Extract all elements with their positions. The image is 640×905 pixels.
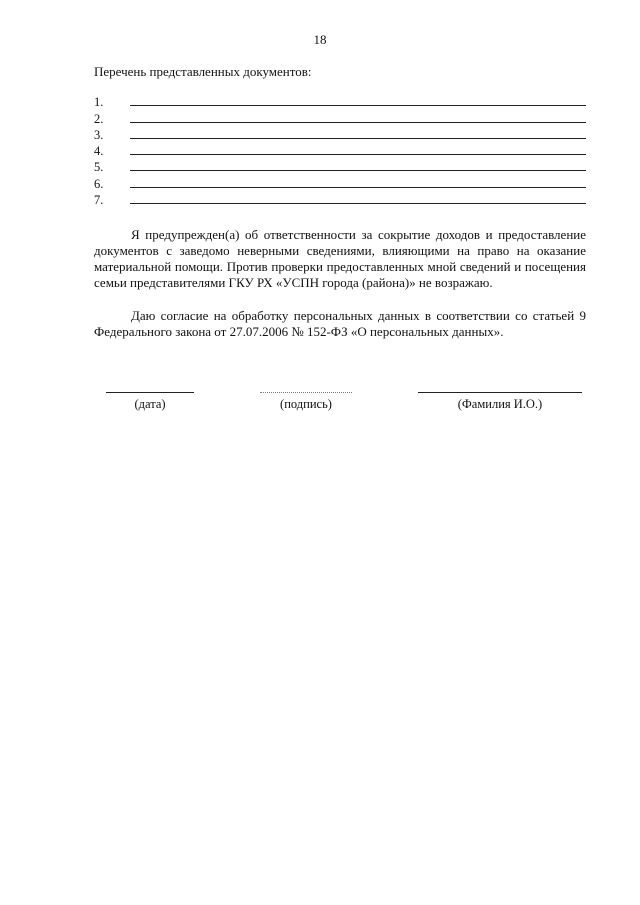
date-line xyxy=(106,392,194,393)
date-field xyxy=(106,392,194,411)
blank-line xyxy=(130,186,586,188)
documents-list-item xyxy=(94,126,586,142)
date-caption: (дата) xyxy=(134,397,166,411)
full-name-line xyxy=(418,392,582,393)
item-number: 7. xyxy=(94,193,104,208)
blank-line xyxy=(130,202,586,204)
signature-line xyxy=(260,392,352,393)
blank-line xyxy=(130,169,586,171)
item-number: 1. xyxy=(94,95,104,110)
blank-line xyxy=(130,121,586,123)
documents-list xyxy=(94,93,586,207)
documents-list-item xyxy=(94,93,586,109)
documents-list-item xyxy=(94,191,586,207)
personal-data-consent-paragraph: Даю согласие на обработку персональных данных в соответствии со статьей 9 Федерального закона от 27.07.2006 № 152-ФЗ «О персональных данных». xyxy=(94,308,586,339)
documents-list-heading: Перечень представленных документов: xyxy=(94,64,312,79)
responsibility-warning-paragraph: Я предупрежден(а) об ответственности за сокрытие доходов и предоставление документов с заведомо неверными сведениями, влияющими на право на оказание материальной помощи. Против проверки предоставленных мной сведений и посещения семьи представителями ГКУ РХ «УСПН города (района)» не возражаю. xyxy=(94,227,586,290)
page-number: 18 xyxy=(313,32,327,47)
blank-line xyxy=(130,137,586,139)
blank-line xyxy=(130,104,586,106)
item-number: 2. xyxy=(94,111,104,126)
item-number: 6. xyxy=(94,176,104,191)
documents-list-item xyxy=(94,142,586,158)
full-name-field xyxy=(418,392,582,411)
blank-line xyxy=(130,153,586,155)
item-number: 4. xyxy=(94,144,104,159)
signature-field xyxy=(260,392,352,411)
item-number: 3. xyxy=(94,127,104,142)
signature-caption: (подпись) xyxy=(280,397,332,411)
documents-list-item xyxy=(94,174,586,190)
item-number: 5. xyxy=(94,160,104,175)
documents-list-item xyxy=(94,158,586,174)
full-name-caption: (Фамилия И.О.) xyxy=(457,397,543,411)
documents-list-item xyxy=(94,109,586,125)
